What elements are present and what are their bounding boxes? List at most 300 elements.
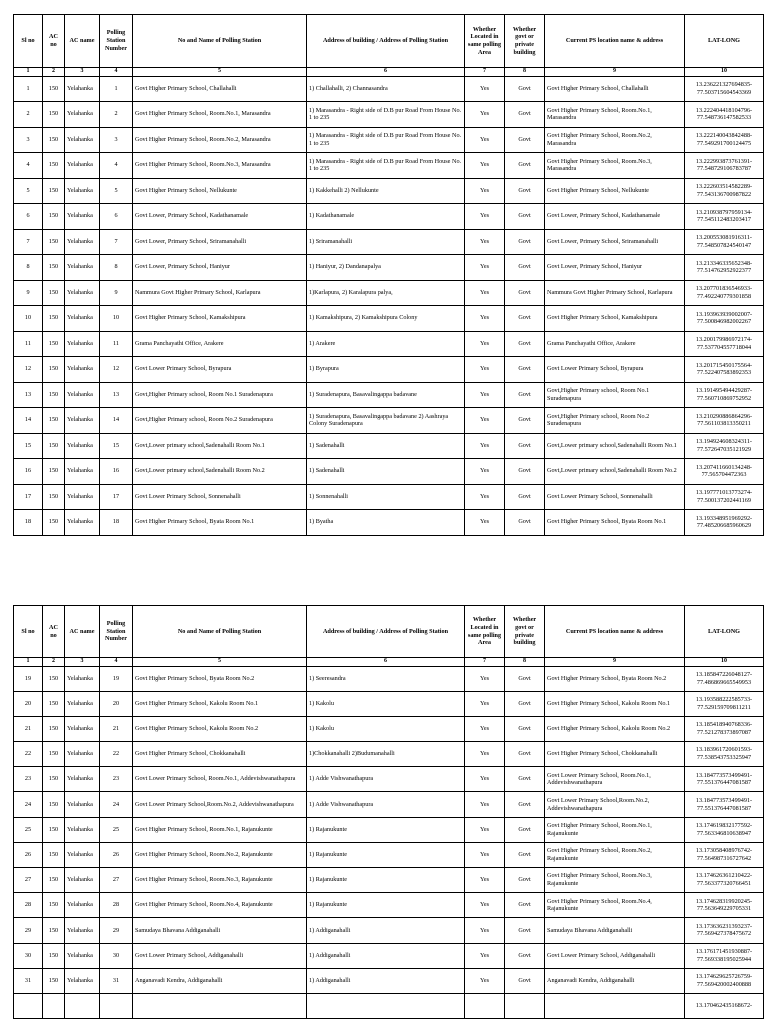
table-row	[14, 484, 764, 510]
cell-ac-name: Yelahanka	[65, 102, 100, 128]
cell-same-area: Yes	[465, 767, 505, 792]
cell-address: 1) Sriramanahalli	[307, 229, 465, 255]
cell-sl-no: 1	[14, 76, 43, 102]
cell-same-area: Yes	[465, 817, 505, 842]
cell-sl-no: 8	[14, 255, 43, 281]
cell-same-area: Yes	[465, 459, 505, 485]
table-row	[14, 666, 764, 691]
cell-current-location: Govt Higher Primary School, Kakolu Room No.2	[545, 716, 685, 741]
cell-lat-long: 13.194924608324311-77.572647035121929	[685, 433, 764, 459]
cell-ps-name: Govt Lower, Primary School, Kadathanamale	[133, 204, 307, 230]
cell-same-area: Yes	[465, 331, 505, 357]
cell-ps-name: Govt Higher Primary School, Byata Room No.2	[133, 666, 307, 691]
cell-ps-name: Govt,Higher Primary school, Room No.2 Suradenapura	[133, 408, 307, 434]
cell-ps-number: 13	[100, 382, 133, 408]
cell-ps-name: Govt Higher Primary School, Room.No.3, Marasandra	[133, 153, 307, 179]
cell-ps-name: Govt Higher Primary School, Byata Room No.1	[133, 510, 307, 536]
column-number-same-area: 7	[465, 658, 505, 667]
cell-lat-long: 13.184773573499491-77.551376447081587	[685, 792, 764, 817]
table-row	[14, 153, 764, 179]
cell-ac-no: 150	[43, 943, 65, 968]
cell-sl-no: 16	[14, 459, 43, 485]
cell-ac-name	[65, 993, 100, 1018]
cell-sl-no: 7	[14, 229, 43, 255]
column-number-row	[14, 658, 764, 667]
cell-ps-name: Govt Lower, Primary School, Sriramanahalli	[133, 229, 307, 255]
cell-ac-name: Yelahanka	[65, 968, 100, 993]
cell-address: 1)Karlapura, 2) Karalapura palya,	[307, 280, 465, 306]
cell-lat-long: 13.193588222585733-77.529159709811211	[685, 691, 764, 716]
cell-current-location: Govt Higher Primary School, Kakolu Room No.1	[545, 691, 685, 716]
cell-sl-no: 11	[14, 331, 43, 357]
cell-ac-name: Yelahanka	[65, 280, 100, 306]
column-number-lat-long: 10	[685, 68, 764, 77]
cell-current-location: Nammura Govt Higher Primary School, Karlapura	[545, 280, 685, 306]
cell-ps-number: 23	[100, 767, 133, 792]
cell-address: 1) Kakolu	[307, 691, 465, 716]
cell-ac-name: Yelahanka	[65, 510, 100, 536]
cell-lat-long: 13.222603514582289-77.543136700987822	[685, 178, 764, 204]
cell-sl-no: 29	[14, 918, 43, 943]
header-row	[14, 15, 764, 68]
cell-sl-no: 23	[14, 767, 43, 792]
cell-address: 1) Rajanukunte	[307, 842, 465, 867]
table-row	[14, 127, 764, 153]
table-row	[14, 306, 764, 332]
cell-ac-no: 150	[43, 280, 65, 306]
cell-address: 1) Byatha	[307, 510, 465, 536]
cell-same-area: Yes	[465, 918, 505, 943]
cell-current-location: Govt,Higher Primary school, Room No.2 Suradenapura	[545, 408, 685, 434]
cell-govt-private: Govt	[505, 918, 545, 943]
cell-same-area: Yes	[465, 178, 505, 204]
cell-ac-name: Yelahanka	[65, 331, 100, 357]
cell-ac-name: Yelahanka	[65, 893, 100, 918]
cell-sl-no: 18	[14, 510, 43, 536]
cell-lat-long: 13.170462435168672-	[685, 993, 764, 1018]
cell-sl-no: 12	[14, 357, 43, 383]
table-row	[14, 331, 764, 357]
cell-same-area: Yes	[465, 408, 505, 434]
table-row	[14, 993, 764, 1018]
cell-current-location: Govt Lower, Primary School, Sriramanahalli	[545, 229, 685, 255]
table-row	[14, 229, 764, 255]
cell-lat-long: 13.184773573499491-77.551376447081587	[685, 767, 764, 792]
cell-ac-no: 150	[43, 153, 65, 179]
cell-current-location: Govt Higher Primary School, Room.No.1, Marasandra	[545, 102, 685, 128]
cell-govt-private: Govt	[505, 459, 545, 485]
cell-address: 1) Adde Vishwanathapura	[307, 792, 465, 817]
cell-address: 1) Rajanukunte	[307, 868, 465, 893]
cell-ps-name: Govt Higher Primary School, Challahalli	[133, 76, 307, 102]
table-row	[14, 868, 764, 893]
cell-ac-name: Yelahanka	[65, 127, 100, 153]
table-row	[14, 76, 764, 102]
cell-sl-no	[14, 993, 43, 1018]
cell-current-location: Govt Higher Primary School, Room.No.4, Rajanukunte	[545, 893, 685, 918]
cell-ac-name: Yelahanka	[65, 943, 100, 968]
cell-same-area: Yes	[465, 691, 505, 716]
column-number-sl-no: 1	[14, 68, 43, 77]
cell-ac-no: 150	[43, 792, 65, 817]
cell-same-area: Yes	[465, 102, 505, 128]
cell-current-location: Govt Higher Primary School, Byata Room No.1	[545, 510, 685, 536]
cell-ps-number: 22	[100, 742, 133, 767]
table-row	[14, 280, 764, 306]
cell-ac-no: 150	[43, 255, 65, 281]
cell-ps-number: 29	[100, 918, 133, 943]
cell-address: 1) Kakkehalli 2) Nellukunte	[307, 178, 465, 204]
cell-sl-no: 17	[14, 484, 43, 510]
cell-govt-private: Govt	[505, 691, 545, 716]
cell-govt-private: Govt	[505, 255, 545, 281]
column-number-ac-name: 3	[65, 658, 100, 667]
cell-ps-name: Govt Higher Primary School, Room.No.3, Rajanukunte	[133, 868, 307, 893]
cell-ps-name: Govt Lower Primary School,Room.No.2, Addevishwanathapura	[133, 792, 307, 817]
cell-address: 1) Addiganahalli	[307, 968, 465, 993]
cell-current-location: Govt Higher Primary School, Room.No.2, Marasandra	[545, 127, 685, 153]
table-row	[14, 408, 764, 434]
cell-address: 1) Addiganahalli	[307, 918, 465, 943]
cell-ps-number: 15	[100, 433, 133, 459]
header-row	[14, 606, 764, 658]
cell-ps-number: 26	[100, 842, 133, 867]
cell-ac-name: Yelahanka	[65, 153, 100, 179]
cell-ps-number: 27	[100, 868, 133, 893]
cell-sl-no: 6	[14, 204, 43, 230]
cell-sl-no: 22	[14, 742, 43, 767]
cell-same-area: Yes	[465, 716, 505, 741]
cell-ac-no: 150	[43, 842, 65, 867]
cell-sl-no: 9	[14, 280, 43, 306]
cell-same-area: Yes	[465, 792, 505, 817]
header-same-area: Whether Located in same polling Area	[465, 15, 505, 68]
cell-ac-no: 150	[43, 433, 65, 459]
cell-current-location: Anganavadi Kendra, Addiganahalli	[545, 968, 685, 993]
cell-same-area: Yes	[465, 306, 505, 332]
cell-same-area: Yes	[465, 484, 505, 510]
cell-lat-long: 13.185847226048127-77.486869665549953	[685, 666, 764, 691]
cell-address: 1) Sadenahalli	[307, 433, 465, 459]
cell-ac-name: Yelahanka	[65, 868, 100, 893]
cell-address: 1) Marasandra - Right side of D.B pur Road From House No. 1 to 235	[307, 153, 465, 179]
cell-current-location: Govt Higher Primary School, Nellukunte	[545, 178, 685, 204]
cell-ac-no: 150	[43, 382, 65, 408]
cell-govt-private: Govt	[505, 204, 545, 230]
cell-govt-private	[505, 993, 545, 1018]
cell-govt-private: Govt	[505, 408, 545, 434]
column-number-govt-private: 8	[505, 658, 545, 667]
cell-ac-name: Yelahanka	[65, 204, 100, 230]
cell-sl-no: 31	[14, 968, 43, 993]
cell-ps-name: Govt Higher Primary School, Room.No.4, Rajanukunte	[133, 893, 307, 918]
cell-lat-long: 13.174629625726759-77.569420002400888	[685, 968, 764, 993]
cell-ac-no: 150	[43, 408, 65, 434]
cell-current-location: Govt,Higher Primary school, Room No.1 Suradenapura	[545, 382, 685, 408]
cell-lat-long: 13.207701836546933-77.492240779301858	[685, 280, 764, 306]
cell-address: 1) Rajanukunte	[307, 893, 465, 918]
cell-ac-no: 150	[43, 817, 65, 842]
cell-sl-no: 13	[14, 382, 43, 408]
cell-ac-name: Yelahanka	[65, 229, 100, 255]
table-row	[14, 792, 764, 817]
cell-address: 1) Suradenapura, Basavalingappa badavane	[307, 382, 465, 408]
table-row	[14, 433, 764, 459]
cell-govt-private: Govt	[505, 229, 545, 255]
cell-ac-name: Yelahanka	[65, 918, 100, 943]
cell-govt-private: Govt	[505, 510, 545, 536]
cell-same-area: Yes	[465, 433, 505, 459]
cell-ps-number: 14	[100, 408, 133, 434]
column-number-same-area: 7	[465, 68, 505, 77]
header-current-location: Current PS location name & address	[545, 15, 685, 68]
cell-lat-long: 13.210938797959134-77.545112483203417	[685, 204, 764, 230]
cell-address: 1) Adde Vishwanathapura	[307, 767, 465, 792]
cell-current-location: Govt Higher Primary School, Byata Room No.2	[545, 666, 685, 691]
cell-ac-name: Yelahanka	[65, 817, 100, 842]
column-number-ps-name: 5	[133, 68, 307, 77]
cell-ac-no: 150	[43, 767, 65, 792]
cell-govt-private: Govt	[505, 280, 545, 306]
cell-govt-private: Govt	[505, 331, 545, 357]
cell-ac-no: 150	[43, 102, 65, 128]
column-number-ac-no: 2	[43, 68, 65, 77]
header-address: Address of building / Address of Polling Station	[307, 15, 465, 68]
cell-current-location: Govt Higher Primary School, Room.No.3, Marasandra	[545, 153, 685, 179]
table-row	[14, 255, 764, 281]
cell-sl-no: 2	[14, 102, 43, 128]
cell-ac-no: 150	[43, 716, 65, 741]
cell-ps-number: 1	[100, 76, 133, 102]
cell-address: 1) Marasandra - Right side of D.B pur Road From House No. 1 to 235	[307, 127, 465, 153]
cell-lat-long: 13.193963939002007-77.500846982002267	[685, 306, 764, 332]
cell-ac-name: Yelahanka	[65, 767, 100, 792]
cell-ps-name	[133, 993, 307, 1018]
cell-govt-private: Govt	[505, 153, 545, 179]
cell-ac-no: 150	[43, 229, 65, 255]
cell-sl-no: 24	[14, 792, 43, 817]
cell-ps-number: 7	[100, 229, 133, 255]
cell-ps-name: Govt Lower Primary School, Addiganahalli	[133, 943, 307, 968]
cell-current-location: Grama Panchayathi Office, Arakere	[545, 331, 685, 357]
column-number-row	[14, 68, 764, 77]
cell-address: 1) Kadathanamale	[307, 204, 465, 230]
cell-current-location: Govt Higher Primary School, Kamakshipura	[545, 306, 685, 332]
cell-current-location: Govt Lower Primary School, Addiganahalli	[545, 943, 685, 968]
cell-govt-private: Govt	[505, 433, 545, 459]
column-number-lat-long: 10	[685, 658, 764, 667]
cell-ac-no: 150	[43, 357, 65, 383]
cell-ps-number: 30	[100, 943, 133, 968]
cell-ps-name: Grama Panchayathi Office, Arakere	[133, 331, 307, 357]
cell-ps-number: 6	[100, 204, 133, 230]
cell-ps-name: Govt Higher Primary School, Room.No.1, Rajanukunte	[133, 817, 307, 842]
cell-ps-name: Govt,Higher Primary school, Room No.1 Suradenapura	[133, 382, 307, 408]
column-number-ac-name: 3	[65, 68, 100, 77]
cell-ps-name: Govt Lower Primary School, Byrapura	[133, 357, 307, 383]
cell-ac-name: Yelahanka	[65, 842, 100, 867]
header-ac-no: AC no	[43, 15, 65, 68]
cell-lat-long: 13.183961720601593-77.538543753325947	[685, 742, 764, 767]
cell-lat-long: 13.197771013773274-77.500137202441169	[685, 484, 764, 510]
cell-address: 1) Rajanukunte	[307, 817, 465, 842]
table-row	[14, 893, 764, 918]
header-govt-private: Whether govt or private building	[505, 15, 545, 68]
cell-same-area: Yes	[465, 742, 505, 767]
table-row	[14, 968, 764, 993]
cell-govt-private: Govt	[505, 306, 545, 332]
cell-same-area: Yes	[465, 968, 505, 993]
cell-ps-number: 18	[100, 510, 133, 536]
cell-ps-number: 24	[100, 792, 133, 817]
header-sl-no: Sl no	[14, 606, 43, 658]
cell-current-location: Govt,Lower primary school,Sadenahalli Room No.2	[545, 459, 685, 485]
cell-lat-long: 13.200553081916311-77.548507824540147	[685, 229, 764, 255]
column-number-ps-number: 4	[100, 68, 133, 77]
column-number-ps-number: 4	[100, 658, 133, 667]
cell-sl-no: 4	[14, 153, 43, 179]
table-row	[14, 178, 764, 204]
cell-lat-long: 13.200179986972174-77.537704557718044	[685, 331, 764, 357]
cell-ps-number: 25	[100, 817, 133, 842]
header-address: Address of building / Address of Polling Station	[307, 606, 465, 658]
cell-lat-long: 13.236221327694835-77.503715604543369	[685, 76, 764, 102]
cell-ac-name: Yelahanka	[65, 178, 100, 204]
cell-ps-name: Govt Higher Primary School, Room.No.2, Marasandra	[133, 127, 307, 153]
cell-govt-private: Govt	[505, 742, 545, 767]
header-ac-no: AC no	[43, 606, 65, 658]
cell-ac-no: 150	[43, 127, 65, 153]
cell-ac-name: Yelahanka	[65, 255, 100, 281]
cell-ps-name: Govt Higher Primary School, Room.No.1, Marasandra	[133, 102, 307, 128]
cell-sl-no: 5	[14, 178, 43, 204]
cell-sl-no: 30	[14, 943, 43, 968]
cell-ac-no: 150	[43, 742, 65, 767]
cell-ps-name: Govt Higher Primary School, Chokkanahalli	[133, 742, 307, 767]
cell-address: 1)Chokkanahalli 2)Budumanahalli	[307, 742, 465, 767]
cell-same-area: Yes	[465, 943, 505, 968]
header-ps-number: Polling Station Number	[100, 15, 133, 68]
polling-stations-table-1	[13, 14, 764, 536]
cell-ac-name: Yelahanka	[65, 357, 100, 383]
cell-ps-number: 3	[100, 127, 133, 153]
cell-ps-name: Govt Higher Primary School, Nellukunte	[133, 178, 307, 204]
cell-ps-name: Nammura Govt Higher Primary School, Karlapura	[133, 280, 307, 306]
cell-govt-private: Govt	[505, 382, 545, 408]
table-row	[14, 510, 764, 536]
cell-lat-long: 13.173058408976742-77.564987316727642	[685, 842, 764, 867]
cell-address: 1) Sadenahalli	[307, 459, 465, 485]
cell-current-location: Govt Higher Primary School, Room.No.1, Rajanukunte	[545, 817, 685, 842]
cell-ac-no: 150	[43, 691, 65, 716]
cell-same-area: Yes	[465, 357, 505, 383]
cell-lat-long: 13.222993873761391-77.548729106783787	[685, 153, 764, 179]
header-ps-name: No and Name of Polling Station	[133, 606, 307, 658]
cell-same-area: Yes	[465, 255, 505, 281]
column-number-ac-no: 2	[43, 658, 65, 667]
cell-govt-private: Govt	[505, 767, 545, 792]
cell-ac-no: 150	[43, 178, 65, 204]
cell-sl-no: 26	[14, 842, 43, 867]
cell-ps-number: 12	[100, 357, 133, 383]
cell-current-location: Govt Higher Primary School, Challahalli	[545, 76, 685, 102]
cell-ac-name: Yelahanka	[65, 792, 100, 817]
cell-govt-private: Govt	[505, 357, 545, 383]
cell-ps-number: 2	[100, 102, 133, 128]
header-lat-long: LAT-LONG	[685, 15, 764, 68]
table-body	[14, 666, 764, 1019]
cell-ps-name: Govt,Lower primary school,Sadenahalli Room No.1	[133, 433, 307, 459]
cell-current-location: Govt Lower Primary School, Room.No.1, Addevishwanathapura	[545, 767, 685, 792]
cell-lat-long: 13.176171451930887-77.569338195025944	[685, 943, 764, 968]
cell-govt-private: Govt	[505, 178, 545, 204]
cell-current-location: Samudaya Bhavana Addiganahalli	[545, 918, 685, 943]
column-number-ps-name: 5	[133, 658, 307, 667]
cell-current-location: Govt Lower, Primary School, Haniyur	[545, 255, 685, 281]
polling-stations-table-2	[13, 605, 764, 1019]
cell-lat-long: 13.201715450175564-77.522407583892353	[685, 357, 764, 383]
cell-address	[307, 993, 465, 1018]
cell-govt-private: Govt	[505, 127, 545, 153]
cell-ac-no: 150	[43, 204, 65, 230]
cell-sl-no: 3	[14, 127, 43, 153]
cell-ps-name: Govt Higher Primary School, Kakolu Room No.2	[133, 716, 307, 741]
cell-same-area	[465, 993, 505, 1018]
cell-address: 1) Haniyur, 2) Dandanapalya	[307, 255, 465, 281]
cell-same-area: Yes	[465, 153, 505, 179]
cell-govt-private: Govt	[505, 968, 545, 993]
cell-ac-no: 150	[43, 868, 65, 893]
cell-address: 1) Marasandra - Right side of D.B pur Road From House No. 1 to 235	[307, 102, 465, 128]
cell-sl-no: 14	[14, 408, 43, 434]
cell-lat-long: 13.210290886864296-77.561103813350211	[685, 408, 764, 434]
cell-sl-no: 25	[14, 817, 43, 842]
column-number-address: 6	[307, 68, 465, 77]
cell-same-area: Yes	[465, 76, 505, 102]
cell-govt-private: Govt	[505, 792, 545, 817]
cell-lat-long: 13.173636231393237-77.569427378475672	[685, 918, 764, 943]
cell-same-area: Yes	[465, 204, 505, 230]
table-row	[14, 357, 764, 383]
cell-same-area: Yes	[465, 666, 505, 691]
cell-same-area: Yes	[465, 842, 505, 867]
table-body	[14, 76, 764, 535]
column-number-govt-private: 8	[505, 68, 545, 77]
cell-sl-no: 21	[14, 716, 43, 741]
cell-ps-name: Govt,Lower primary school,Sadenahalli Room No.2	[133, 459, 307, 485]
cell-ps-number	[100, 993, 133, 1018]
cell-same-area: Yes	[465, 893, 505, 918]
cell-ps-number: 31	[100, 968, 133, 993]
cell-govt-private: Govt	[505, 102, 545, 128]
table-row	[14, 767, 764, 792]
cell-ps-number: 28	[100, 893, 133, 918]
cell-lat-long: 13.174628319920245-77.563649229705331	[685, 893, 764, 918]
cell-govt-private: Govt	[505, 943, 545, 968]
header-ps-number: Polling Station Number	[100, 606, 133, 658]
cell-ps-name: Govt Higher Primary School, Room.No.2, Rajanukunte	[133, 842, 307, 867]
cell-current-location: Govt Higher Primary School, Room.No.2, Rajanukunte	[545, 842, 685, 867]
cell-ac-no: 150	[43, 968, 65, 993]
cell-address: 1) Arakere	[307, 331, 465, 357]
cell-lat-long: 13.191495494429287-77.560710869752952	[685, 382, 764, 408]
cell-lat-long: 13.174619832177592-77.563346810638947	[685, 817, 764, 842]
cell-address: 1) Byrapura	[307, 357, 465, 383]
cell-ps-number: 5	[100, 178, 133, 204]
table-row	[14, 102, 764, 128]
cell-current-location: Govt Higher Primary School, Room.No.3, Rajanukunte	[545, 868, 685, 893]
cell-ps-number: 4	[100, 153, 133, 179]
